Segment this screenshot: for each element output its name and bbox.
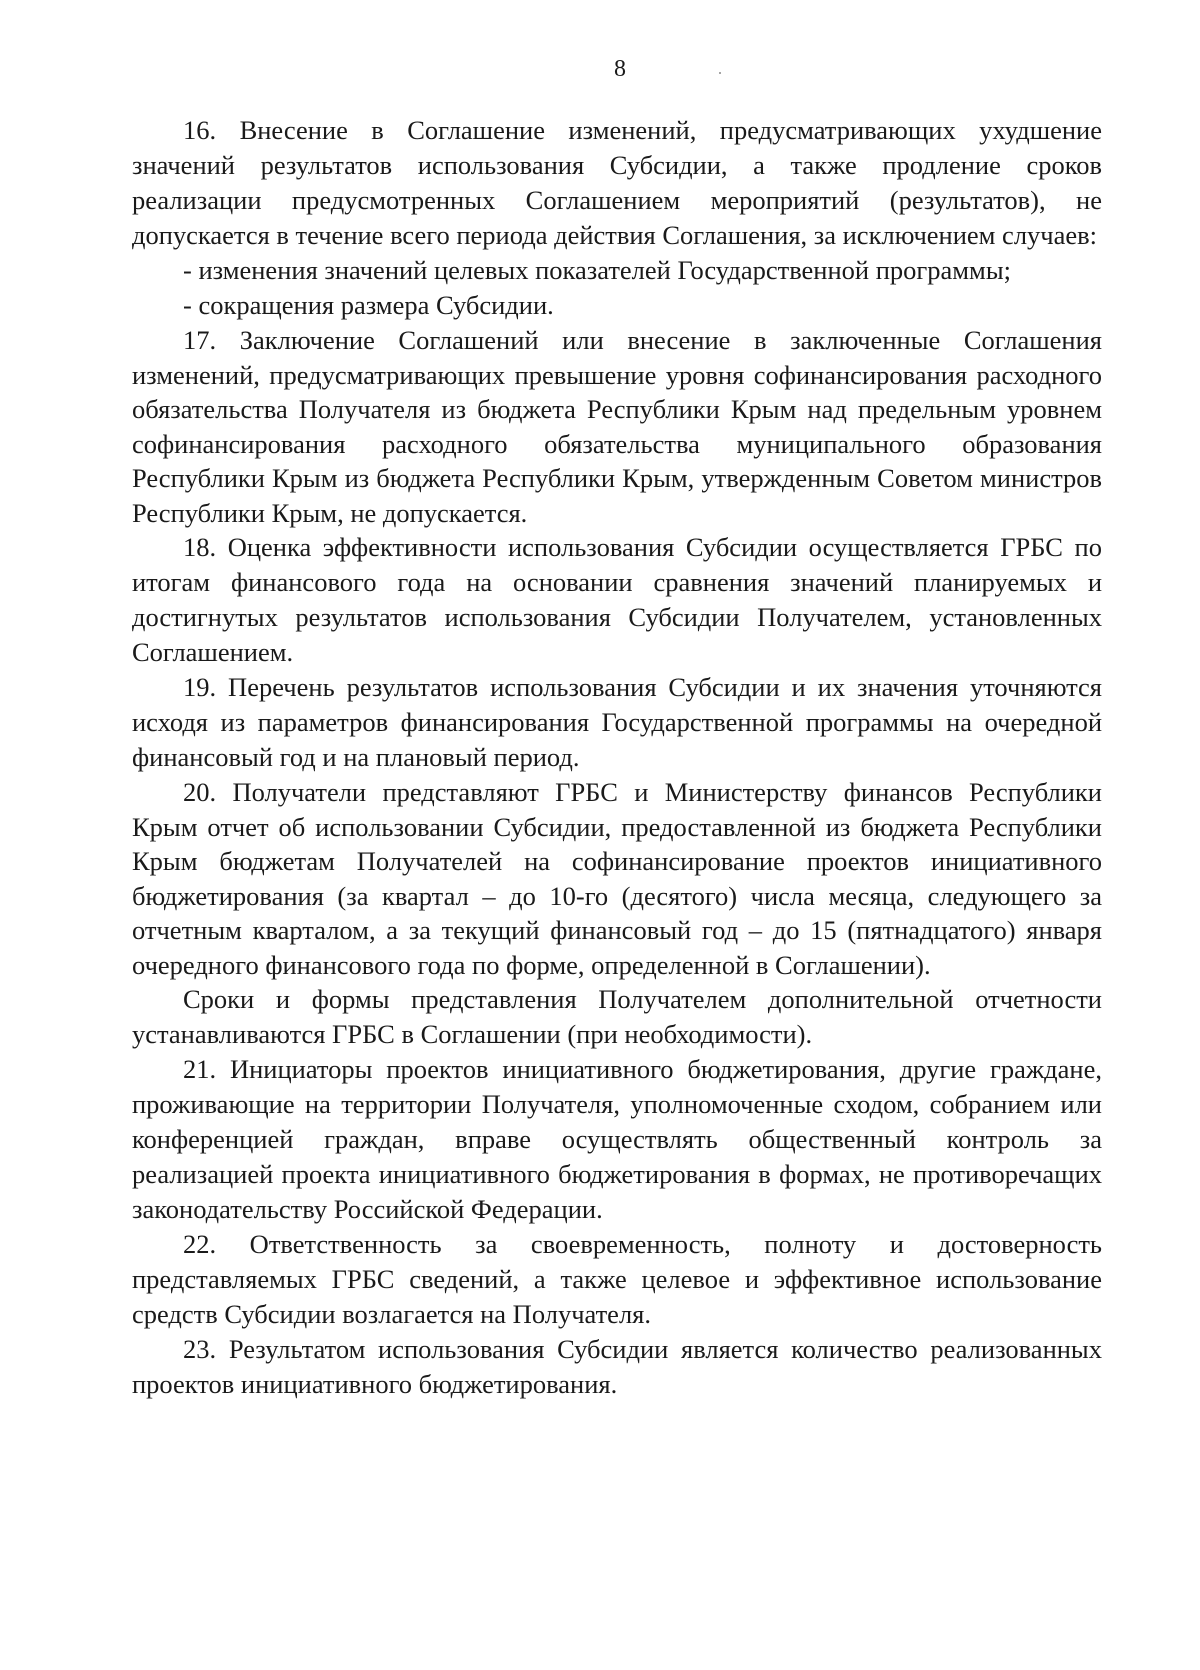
paragraph-16: 16. Внесение в Соглашение изменений, предусматривающих ухудшение значений результатов использования Субсидии, а также продление сроков реализации предусмотренных Соглашением мероприятий (результатов), не допускается в течение всего периода действия Соглашения, за исключением случаев: [132,115,1102,250]
paragraph-20: 20. Получатели представляют ГРБС и Министерству финансов Республики Крым отчет об использовании Субсидии, предоставленной из бюджета Республики Крым бюджетам Получателей на софинансирование проектов инициативного бюджетирования (за квартал – до 10-го (десятого) числа месяца, следующего за отчетным кварталом, а за текущий финансовый год – до 15 (пятнадцатого) января очередного финансового года по форме, определенной в Соглашении). [132,777,1102,980]
document-body [132,113,1102,1402]
list-item-target-indicators: - изменения значений целевых показателей Государственной программы; [183,255,1011,285]
paragraph-21: 21. Инициаторы проектов инициативного бюджетирования, другие граждане, проживающие на территории Получателя, уполномоченные сходом, собранием или конференцией граждан, вправе осуществлять общественный контроль за реализацией проекта инициативного бюджетирования в формах, не противоречащих законодательству Российской Федерации. [132,1054,1102,1224]
list-item-subsidy-reduction: - сокращения размера Субсидии. [183,290,554,320]
page-number: 8 [614,56,626,82]
paragraph-19: 19. Перечень результатов использования Субсидии и их значения уточняются исходя из параметров финансирования Государственной программы на очередной финансовый год и на плановый период. [132,672,1102,772]
paragraph-reporting-terms: Сроки и формы представления Получателем дополнительной отчетности устанавливаются ГРБС в Соглашении (при необходимости). [132,984,1102,1049]
paragraph-17: 17. Заключение Соглашений или внесение в заключенные Соглашения изменений, предусматривающих превышение уровня софинансирования расходного обязательства Получателя из бюджета Республики Крым над предельным уровнем софинансирования расходного обязательства муниципального образования Республики Крым из бюджета Республики Крым, утвержденным Советом министров Республики Крым, не допускается. [132,325,1102,528]
paragraph-22: 22. Ответственность за своевременность, полноту и достоверность представляемых ГРБС сведений, а также целевое и эффективное использование средств Субсидии возлагается на Получателя. [132,1229,1102,1329]
paragraph-18: 18. Оценка эффективности использования Субсидии осуществляется ГРБС по итогам финансового года на основании сравнения значений планируемых и достигнутых результатов использования Субсидии Получателем, установленных Соглашением. [132,532,1102,667]
paragraph-23: 23. Результатом использования Субсидии является количество реализованных проектов инициативного бюджетирования. [132,1334,1102,1399]
scan-speck [719,72,721,74]
